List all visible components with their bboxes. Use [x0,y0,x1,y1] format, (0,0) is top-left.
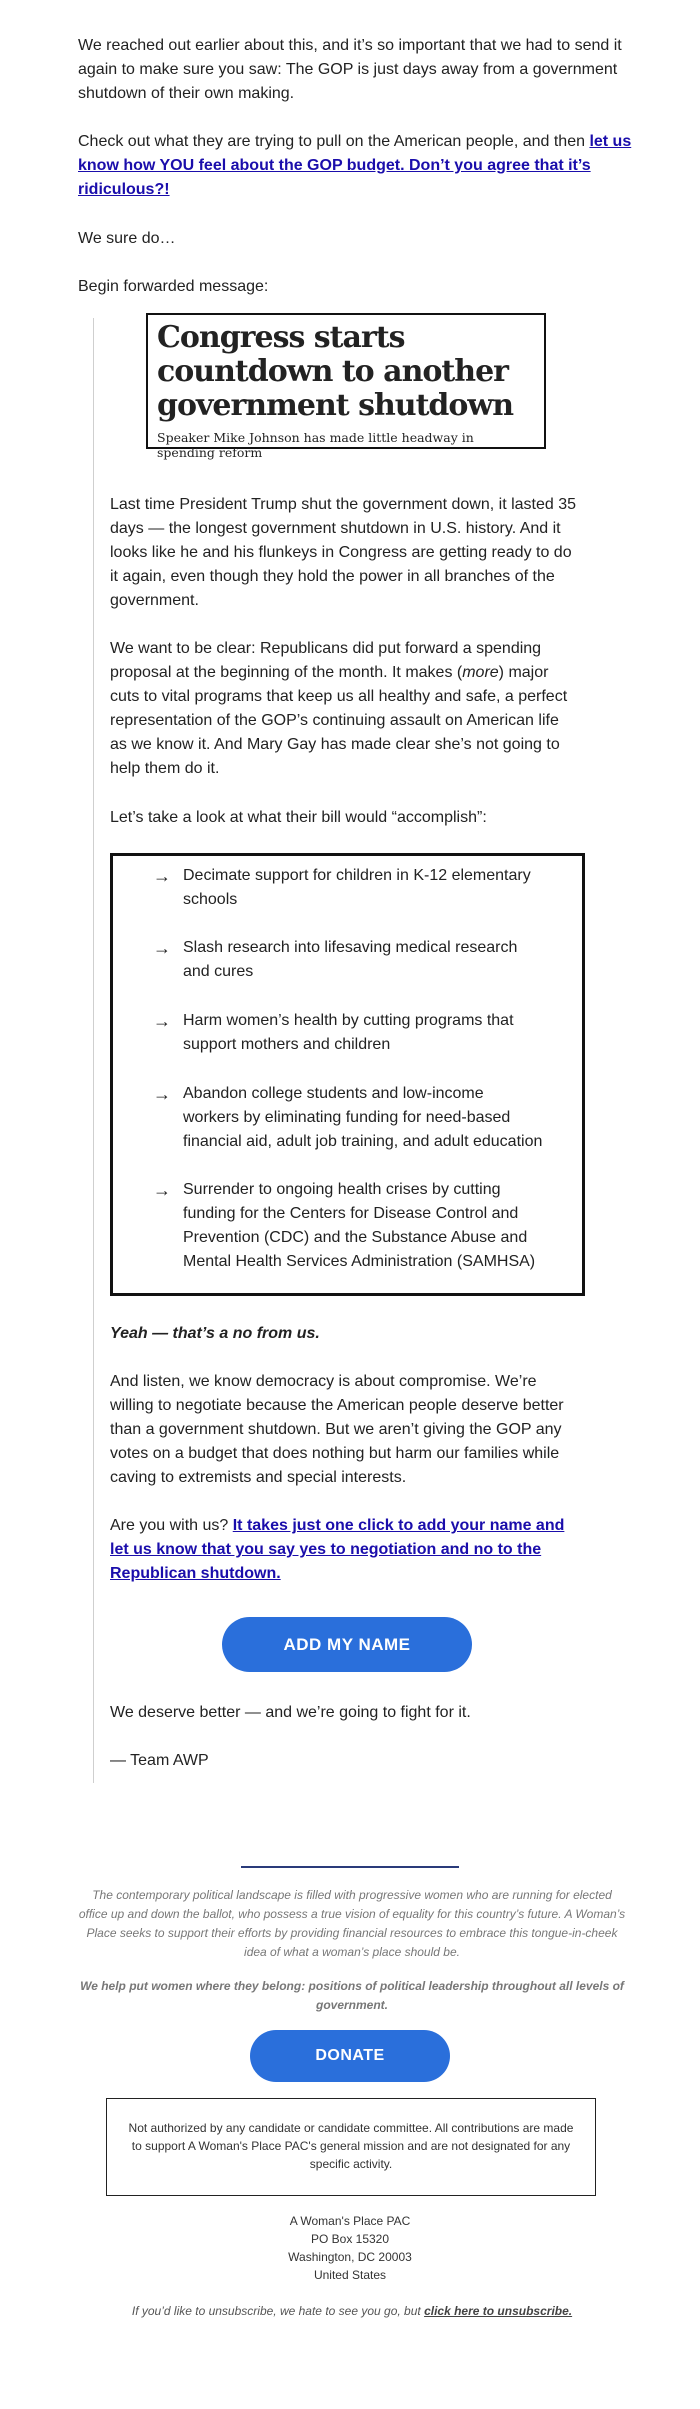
forwarded-paragraph-2-b: ) major cuts to vital programs that keep us all healthy and safe, a perfect representation of the GOP’s continuing assault on American life as we know it. And Mary Gay has made clear she’s not going to help them do it. [110,664,568,777]
address-line: United States [313,2268,387,2282]
list-item [153,1178,543,1274]
headline-banner [146,313,546,460]
list-item [153,864,543,912]
list-item [153,936,543,984]
forwarded-paragraph-2-a: We want to be clear: Republicans did put forward a spending proposal at the beginning of the month. It makes ( [110,640,542,681]
forwarded-paragraph-6: We deserve better — and we’re going to fight for it. [110,1704,471,1721]
add-my-name-button[interactable]: ADD MY NAME [222,1617,472,1672]
list-item [153,1082,543,1154]
address-line: A Woman's Place PAC [289,2214,411,2228]
unsubscribe-line [78,2302,626,2321]
arrow-icon: → [153,866,171,886]
intro-paragraph-2-text: Check out what they are trying to pull on the American people, and then [78,133,590,150]
forwarded-paragraph-4: And listen, we know democracy is about compromise. We’re willing to negotiate because the American people deserve better than a government shutdown. But we aren’t giving the GOP any votes on a budget that does nothing but harm our families while caving to extremists and special interests. [110,1373,564,1486]
intro-paragraph-2 [78,130,633,202]
disclaimer-text: Not authorized by any candidate or candidate committee. All contributions are made to support A Woman's Place PAC's general mission and are not designated for any specific activity. [128,2121,574,2171]
forwarded-paragraph-1: Last time President Trump shut the government down, it lasted 35 days — the longest government shutdown in U.S. history. And it looks like he and his flunkeys in Congress are getting ready to do it again, even though they hold the power in all branches of the government. [110,496,577,609]
intro-paragraph-1: We reached out earlier about this, and it’s so important that we had to send it again to make sure you saw: The GOP is just days away from a government shutdown of their own making. [78,37,622,102]
unsubscribe-link[interactable]: click here to unsubscribe. [424,2304,573,2318]
list-item-text: Slash research into lifesaving medical research and cures [183,939,518,980]
address-line: PO Box 15320 [310,2232,390,2246]
forwarded-paragraph-3: Let’s take a look at what their bill would “accomplish”: [110,809,487,826]
list-item-text: Abandon college students and low-income workers by eliminating funding for need-based financial aid, adult job training, and adult education [183,1085,543,1150]
footer-divider [241,1866,459,1868]
headline-subtitle: Speaker Mike Johnson has made little headway in spending reform [157,430,474,460]
donate-button[interactable]: DONATE [250,2030,450,2082]
intro-paragraph-3: We sure do… [78,230,176,247]
list-item-text: Surrender to ongoing health crises by cutting funding for the Centers for Disease Control and Prevention (CDC) and the Substance Abuse and Mental Health Services Administration (SAMHSA) [183,1181,536,1270]
signoff: — Team AWP [110,1752,209,1769]
headline-title: Congress starts countdown to another government shutdown [157,320,514,423]
arrow-icon: → [153,1180,171,1200]
forwarded-label: Begin forwarded message: [78,278,269,295]
forwarded-paragraph-5 [110,1514,580,1586]
no-from-us: Yeah — that’s a no from us. [110,1325,320,1342]
arrow-icon: → [153,1011,171,1031]
budget-feedback-link[interactable]: let us know how YOU feel about the GOP budget. Don’t you agree that it’s ridiculous?! [78,133,632,198]
bill-cuts-box [110,853,585,1296]
forwarded-paragraph-2-emphasis: more [462,664,499,681]
list-item [153,1009,543,1057]
forwarded-paragraph-5-text: Are you with us? [110,1517,233,1534]
unsubscribe-text: If you’d like to unsubscribe, we hate to see you go, but [131,2304,425,2318]
footer-mission: The contemporary political landscape is filled with progressive women who are running for elected office up and down the ballot, who possess a true vision of equality for this country’s future. A Woman’s Place seeks to support their efforts by providing financial resources to embrace this tongue-in-cheek idea of what a woman’s place should be. [78,1888,626,1959]
add-name-link[interactable]: It takes just one click to add your name and let us know that you say yes to negotiation and no to the Republican shutdown. [110,1517,565,1582]
arrow-icon: → [153,1084,171,1104]
address-line: Washington, DC 20003 [288,2250,412,2264]
footer-tagline: We help put women where they belong: positions of political leadership throughout all levels of government. [80,1979,624,2012]
list-item-text: Decimate support for children in K-12 elementary schools [183,867,531,908]
arrow-icon: → [153,938,171,958]
list-item-text: Harm women’s health by cutting programs that support mothers and children [183,1012,514,1053]
disclaimer-box [106,2098,596,2196]
forwarded-paragraph-2 [110,637,580,781]
mailing-address [0,2212,700,2284]
